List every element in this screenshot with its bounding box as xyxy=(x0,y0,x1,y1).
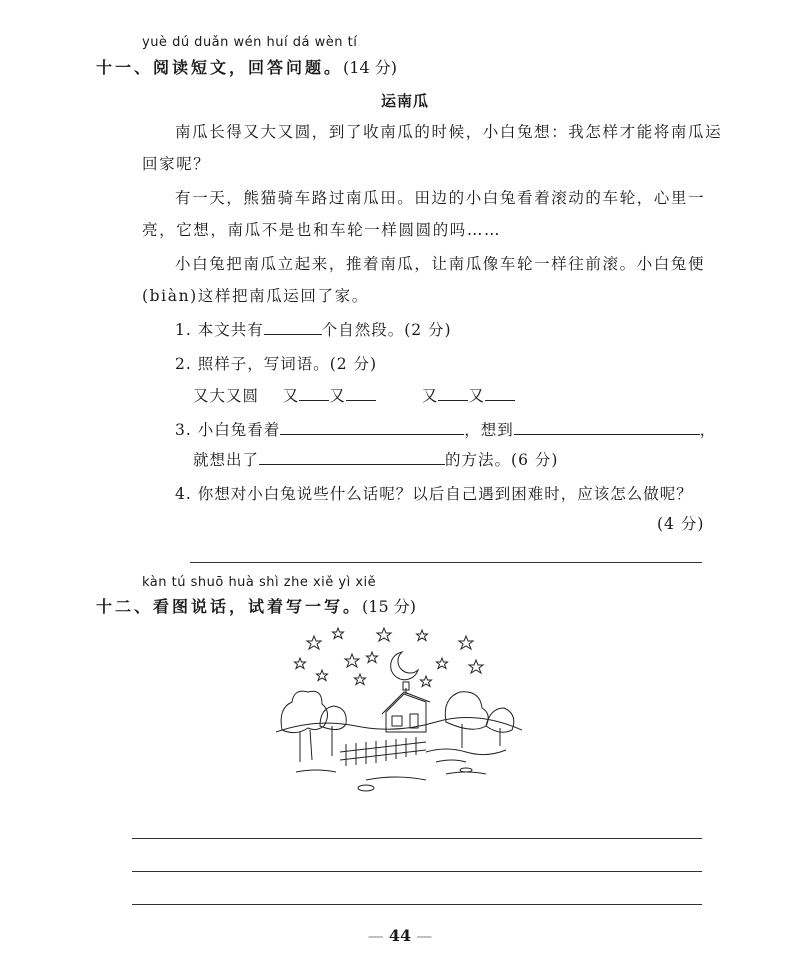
section12-heading-text: 十二、看图说话，试着写一写。 xyxy=(96,597,363,616)
q1-answer-blank[interactable] xyxy=(264,318,322,335)
q2-blank-4[interactable] xyxy=(485,384,515,401)
q2-blank-3[interactable] xyxy=(438,384,468,401)
page-number-value: 44 xyxy=(388,926,412,945)
writing-line[interactable] xyxy=(132,871,702,872)
paragraph-line: 回家呢？ xyxy=(142,155,211,173)
paragraph-line: 亮，它想，南瓜不是也和车轮一样圆圆的吗…… xyxy=(142,221,502,239)
section11-pinyin: yuè dú duǎn wén huí dá wèn tí xyxy=(142,35,358,50)
night-scene-illustration xyxy=(276,622,522,798)
question-1 xyxy=(175,318,452,340)
q3-middle: ，想到 xyxy=(464,421,514,439)
writing-line[interactable] xyxy=(132,904,702,905)
question-3-line2 xyxy=(193,448,558,470)
page-number: — 44 — xyxy=(367,926,433,945)
q2-you: 又 xyxy=(329,387,346,405)
q1-suffix: 个自然段。(2 分) xyxy=(321,321,452,339)
section11-heading xyxy=(96,55,397,78)
paragraph-line: 南瓜长得又大又圆，到了收南瓜的时候，小白兔想：我怎样才能将南瓜运 xyxy=(175,123,723,141)
q4-answer-line[interactable] xyxy=(190,562,702,563)
q2-blank-2[interactable] xyxy=(346,384,376,401)
writing-line[interactable] xyxy=(132,838,702,839)
q3-end: ， xyxy=(699,421,717,439)
paragraph-line: (biàn)这样把南瓜运回了家。 xyxy=(142,287,369,305)
q3-line2-suffix: 的方法。(6 分) xyxy=(445,451,559,469)
q2-example-row xyxy=(193,384,515,406)
q3-blank-1[interactable] xyxy=(280,418,464,435)
section12-heading xyxy=(96,594,416,617)
q3-blank-2[interactable] xyxy=(514,418,700,435)
q2-you: 又 xyxy=(421,387,439,405)
section12-pinyin: kàn tú shuō huà shì zhe xiě yì xiě xyxy=(142,575,377,590)
story-title: 运南瓜 xyxy=(381,92,430,110)
section11-points: (14 分) xyxy=(343,58,397,77)
q2-you: 又 xyxy=(282,387,300,405)
q2-example: 又大又圆 xyxy=(193,387,260,405)
paragraph-line: 小白兔把南瓜立起来，推着南瓜，让南瓜像车轮一样往前滚。小白兔便 xyxy=(175,255,706,273)
q3-line2-prefix: 就想出了 xyxy=(193,451,260,469)
section11-heading-text: 十一、阅读短文，回答问题。 xyxy=(96,58,344,77)
q3-blank-3[interactable] xyxy=(259,448,445,465)
q2-you: 又 xyxy=(468,387,485,405)
question-2: 2. 照样子，写词语。(2 分) xyxy=(175,355,378,373)
question-4: 4. 你想对小白兔说些什么话呢？以后自己遇到困难时，应该怎么做呢？ xyxy=(175,485,693,503)
q4-points: (4 分) xyxy=(657,515,705,533)
q1-prefix: 1. 本文共有 xyxy=(175,321,264,339)
q2-blank-1[interactable] xyxy=(299,384,329,401)
moon-icon xyxy=(391,652,418,680)
paragraph-line: 有一天，熊猫骑车路过南瓜田。田边的小白兔看着滚动的车轮，心里一 xyxy=(175,189,706,207)
question-3 xyxy=(175,418,716,440)
star-icon xyxy=(295,628,484,687)
q3-prefix: 3. 小白兔看着 xyxy=(175,421,281,439)
section12-points: (15 分) xyxy=(362,597,416,616)
